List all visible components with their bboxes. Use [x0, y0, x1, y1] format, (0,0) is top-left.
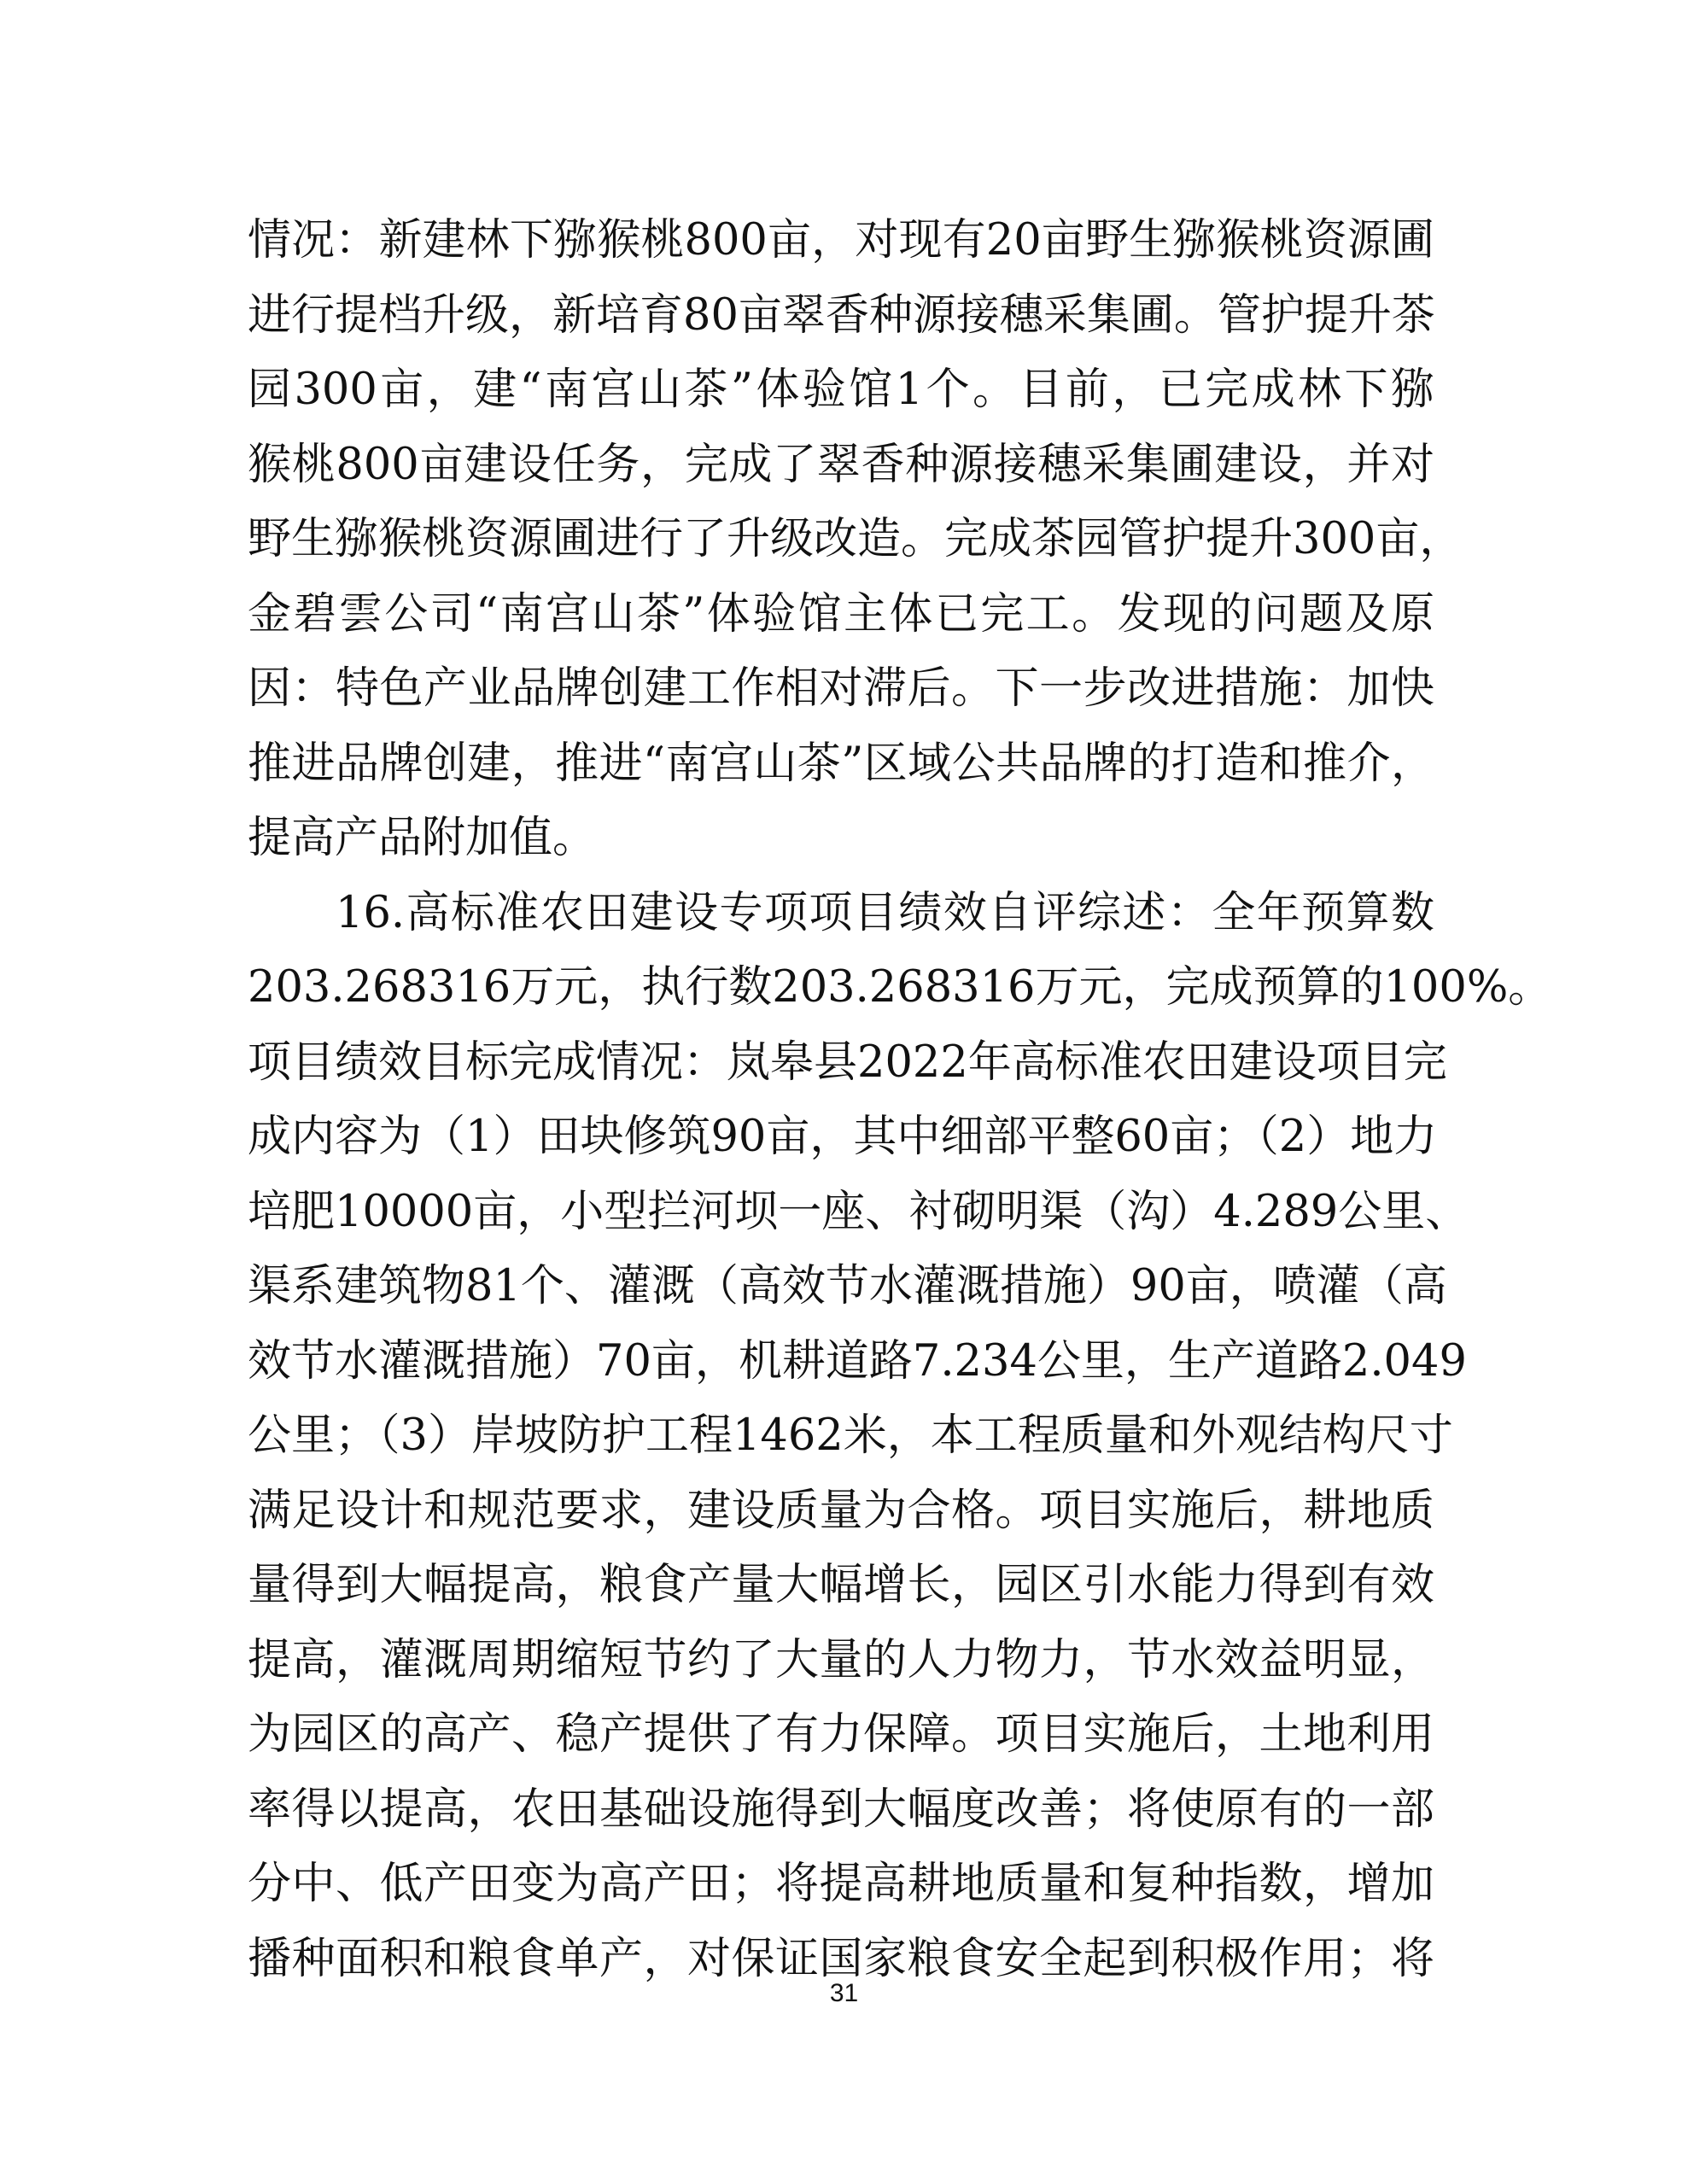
section-heading-line: 16.高标准农田建设专项项目绩效自评综述：全年预算数	[336, 887, 1434, 938]
text-line: 公里；（3）岸坡防护工程1462米，本工程质量和外观结构尺寸	[248, 1410, 1453, 1461]
text-line: 园300亩，建“南宫山茶”体验馆1个。目前，已完成林下猕	[248, 365, 1434, 415]
text-line: 成内容为（1）田块修筑90亩，其中细部平整60亩；（2）地力	[248, 1112, 1438, 1162]
text-line: 因：特色产业品牌创建工作相对滞后。下一步改进措施：加快	[248, 663, 1434, 714]
text-line: 野生猕猴桃资源圃进行了升级改造。完成茶园管护提升300亩，	[248, 514, 1463, 564]
text-line: 分中、低产田变为高产田；将提高耕地质量和复种指数，增加	[248, 1859, 1434, 1909]
text-line: 效节水灌溉措施）70亩，机耕道路7.234公里，生产道路2.049	[248, 1335, 1467, 1387]
text-line: 金碧雲公司“南宫山茶”体验馆主体已完工。发现的问题及原	[248, 588, 1434, 639]
text-line: 推进品牌创建，推进“南宫山茶”区域公共品牌的打造和推介，	[248, 738, 1434, 789]
text-line: 量得到大幅提高，粮食产量大幅增长，园区引水能力得到有效	[248, 1560, 1434, 1610]
text-line: 进行提档升级，新培育80亩翠香种源接穗采集圃。管护提升茶	[248, 289, 1435, 341]
text-line: 满足设计和规范要求，建设质量为合格。项目实施后，耕地质	[248, 1485, 1434, 1536]
text-line: 提高，灌溉周期缩短节约了大量的人力物力，节水效益明显，	[248, 1634, 1434, 1685]
text-line: 播种面积和粮食单产，对保证国家粮食安全起到积极作用；将	[248, 1933, 1434, 1984]
text-line: 率得以提高，农田基础设施得到大幅度改善；将使原有的一部	[248, 1784, 1434, 1835]
text-line: 提高产品附加值。	[248, 813, 597, 863]
text-line: 项目绩效目标完成情况：岚皋县2022年高标准农田建设项目完	[248, 1037, 1447, 1088]
text-line: 情况：新建林下猕猴桃800亩，对现有20亩野生猕猴桃资源圃	[248, 215, 1434, 266]
text-line: 203.268316万元，执行数203.268316万元，完成预算的100%。	[248, 962, 1552, 1013]
page-number: 31	[829, 1979, 859, 2007]
text-line: 猴桃800亩建设任务，完成了翠香种源接穗采集圃建设，并对	[248, 439, 1434, 490]
text-line: 渠系建筑物81个、灌溉（高效节水灌溉措施）90亩，喷灌（高	[248, 1261, 1447, 1311]
text-line: 为园区的高产、稳产提供了有力保障。项目实施后，土地利用	[248, 1709, 1434, 1760]
body-text	[248, 203, 1552, 1996]
text-line: 培肥10000亩，小型拦河坝一座、衬砌明渠（沟）4.289公里、	[248, 1186, 1469, 1237]
